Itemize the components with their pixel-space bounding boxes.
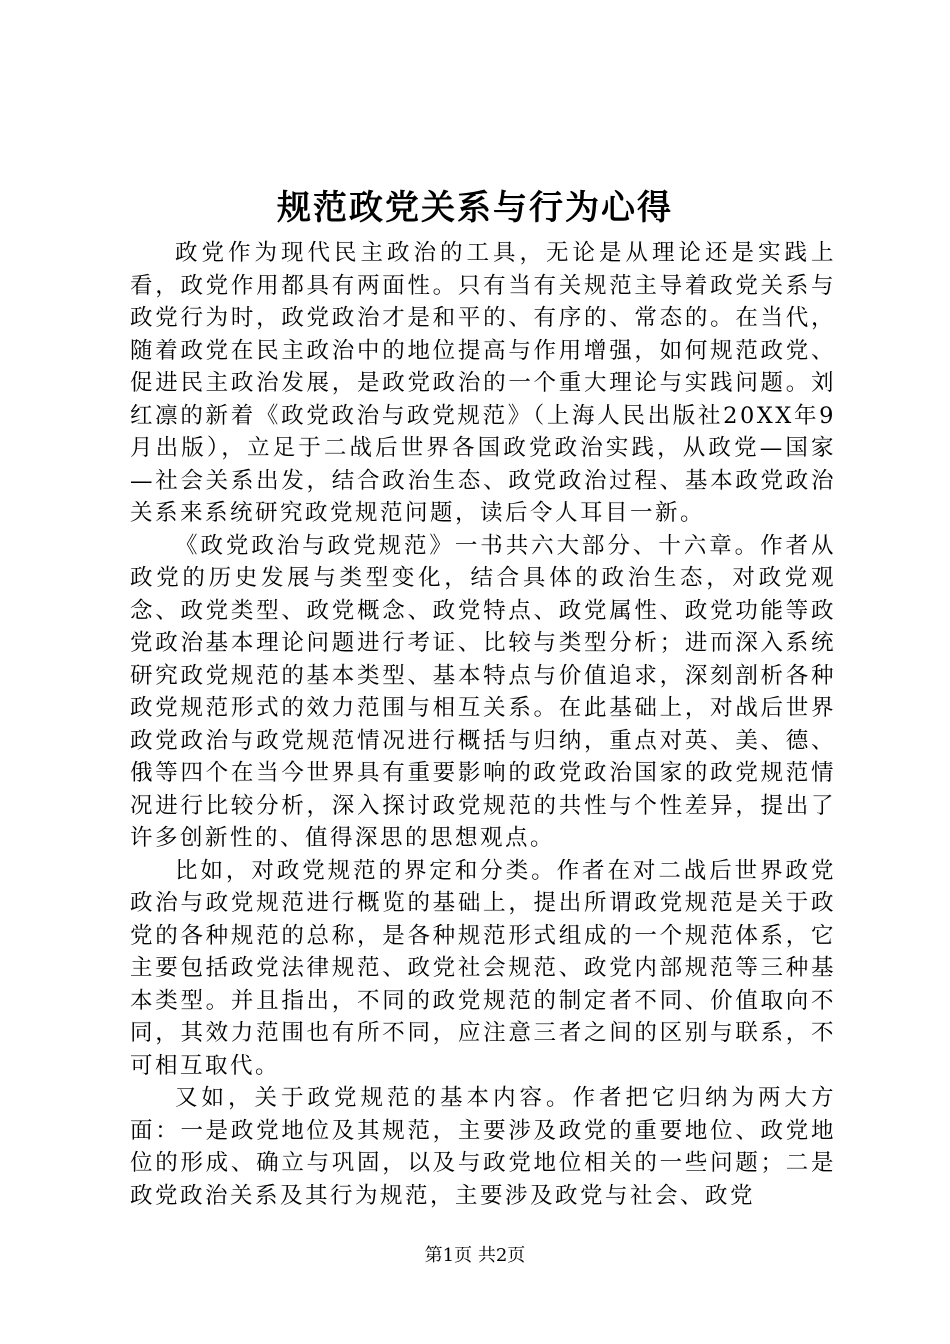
document-body [130,237,836,1212]
page-number: 第1页 共2页 [424,1245,526,1266]
page-footer [0,1244,950,1268]
paragraph: 比如，对政党规范的界定和分类。作者在对二战后世界政党政治与政党规范进行概览的基础上，提出所谓政党规范是关于政党的各种规范的总称，是各种规范形式组成的一个规范体系，它主要包括政党法律规范、政党社会规范、政党内部规范等三种基本类型。并且指出，不同的政党规范的制定者不同、价值取向不同，其效力范围也有所不同，应注意三者之间的区别与联系，不可相互取代。 [130,857,836,1079]
paragraph: 政党作为现代民主政治的工具，无论是从理论还是实践上看，政党作用都具有两面性。只有当有关规范主导着政党关系与政党行为时，政党政治才是和平的、有序的、常态的。在当代，随着政党在民主政治中的地位提高与作用增强，如何规范政党、促进民主政治发展，是政党政治的一个重大理论与实践问题。刘红凛的新着《政党政治与政党规范》（上海人民出版社20XX年9月出版），立足于二战后世界各国政党政治实践，从政党—国家—社会关系出发，结合政治生态、政党政治过程、基本政党政治关系来系统研究政党规范问题，读后令人耳目一新。 [130,240,836,526]
paragraph: 又如，关于政党规范的基本内容。作者把它归纳为两大方面：一是政党地位及其规范，主要涉及政党的重要地位、政党地位的形成、确立与巩固，以及与政党地位相关的一些问题；二是政党政治关系及其行为规范，主要涉及政党与社会、政党 [130,1085,836,1209]
paragraph: 《政党政治与政党规范》一书共六大部分、十六章。作者从政党的历史发展与类型变化，结合具体的政治生态，对政党观念、政党类型、政党概念、政党特点、政党属性、政党功能等政党政治基本理论问题进行考证、比较与类型分析；进而深入系统研究政党规范的基本类型、基本特点与价值追求，深刻剖析各种政党规范形式的效力范围与相互关系。在此基础上，对战后世界政党政治与政党规范情况进行概括与归纳，重点对英、美、德、俄等四个在当今世界具有重要影响的政党政治国家的政党规范情况进行比较分析，深入探讨政党规范的共性与个性差异，提出了许多创新性的、值得深思的思想观点。 [130,532,836,851]
document-title: 规范政党关系与行为心得 [277,188,673,228]
